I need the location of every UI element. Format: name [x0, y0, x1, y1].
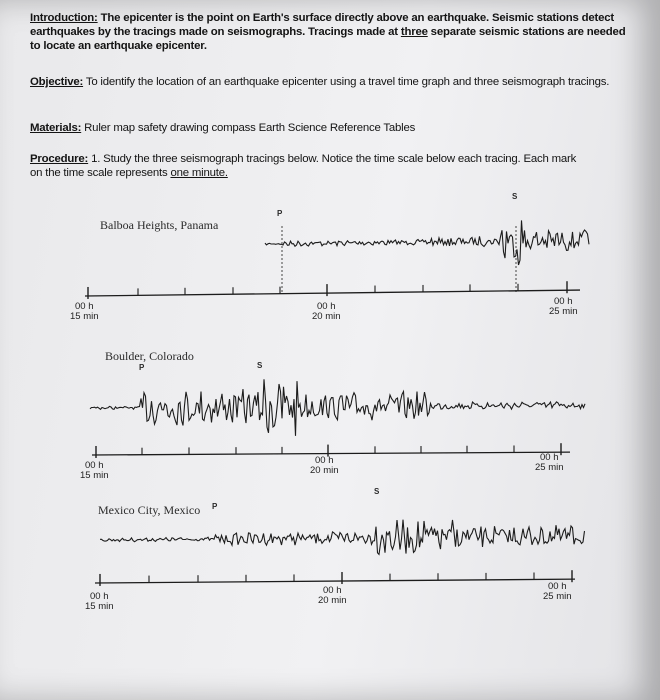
time-label: 00 h 15 min: [85, 591, 114, 612]
introduction-text-end: separate seismic stations are needed to locate an earthquake epicenter.: [30, 26, 626, 52]
objective-text: To identify the location of an earthquake epicenter using a travel time graph and three seismograph tracings.: [83, 76, 610, 88]
introduction-label: Introduction:: [30, 12, 98, 24]
procedure-underlined: one minute.: [170, 167, 228, 179]
s-wave-label: S: [512, 192, 518, 201]
time-label: 00 h 25 min: [549, 296, 578, 317]
station-label-balboa: Balboa Heights, Panama: [100, 218, 219, 232]
time-label: 00 h 20 min: [312, 301, 341, 322]
p-wave-label: P: [212, 502, 218, 511]
seismogram-trace: [90, 379, 585, 436]
boulder-seismogram: [90, 379, 585, 458]
introduction-text: The epicenter is the point on Earth's surface directly above an earthquake. Seismic stations detect earthquakes by the tracings made on seismographs. Tracings made at: [30, 12, 614, 38]
p-wave-label: P: [139, 363, 145, 372]
time-label: 00 h 20 min: [318, 585, 347, 606]
seismogram-trace: [265, 220, 589, 265]
p-wave-label: P: [277, 209, 283, 218]
time-scale-line: [85, 290, 580, 296]
materials-text: Ruler map safety drawing compass Earth Science Reference Tables: [81, 122, 416, 134]
objective-label: Objective:: [30, 76, 84, 88]
time-label: 00 h 25 min: [535, 452, 564, 473]
materials-label: Materials:: [30, 122, 82, 134]
time-label: 00 h 15 min: [70, 301, 99, 322]
introduction-underlined: three: [400, 26, 428, 38]
time-label: 00 h 25 min: [543, 581, 572, 602]
station-label-mexico-city: Mexico City, Mexico: [98, 503, 201, 517]
s-wave-label: S: [257, 361, 263, 370]
s-wave-label: S: [374, 487, 380, 496]
station-label-boulder: Boulder, Colorado: [105, 349, 194, 363]
mexico-city-seismogram: [95, 520, 585, 586]
procedure-text: 1. Study the three seismograph tracings below. Notice the time scale below each tracing. Each mark on the time scale represents: [30, 153, 577, 179]
time-label: 00 h 15 min: [80, 460, 109, 481]
time-scale-line: [95, 579, 575, 583]
time-label: 00 h 20 min: [310, 455, 339, 476]
seismogram-trace: [100, 520, 585, 555]
procedure-label: Procedure:: [30, 153, 89, 165]
